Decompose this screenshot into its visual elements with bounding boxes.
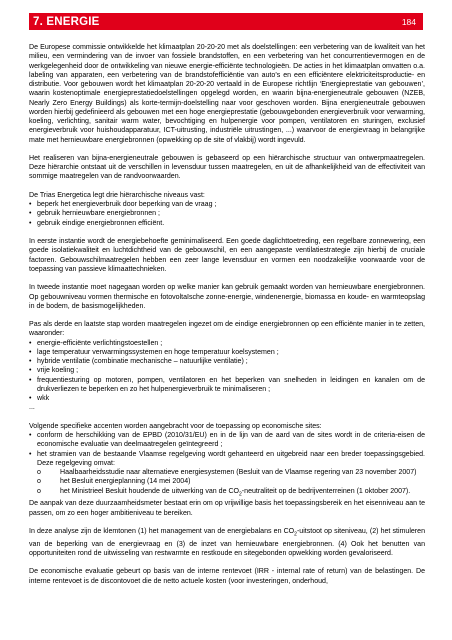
- trias-item: • beperk het energieverbruik door beperking van de vraag ;: [29, 200, 425, 209]
- subscript-2: 2: [239, 491, 242, 498]
- paragraph-specific-accents: Volgende specifieke accenten worden aangebracht voor de toepassing op economische sites:: [29, 422, 322, 430]
- trias-item: • gebruik hernieuwbare energiebronnen ;: [29, 209, 425, 218]
- paragraph-analysis-focus: [29, 527, 425, 558]
- trias-intro: De Trias Energetica legt drie hiërarchische niveaus vast:: [29, 191, 205, 199]
- regulation-item: o het Besluit energieplanning (14 mei 2004): [37, 477, 425, 486]
- paragraph-design-hierarchy: Het realiseren van bijna-energieneutrale gebouwen is gebaseerd op een hiërarchische structuur van ontwerpmaatregelen. Deze hiërarchie ontstaat uit de verschillen in levensduur tussen maatregelen, en uit de afhankelijkheid van de effectiviteit van sommige maatregelen van de randvoorwaarden.: [29, 154, 425, 181]
- paragraph-second-step: In tweede instantie moet nagegaan worden op welke manier kan gebruik gemaakt worden van hernieuwbare energiebronnen. Op gebouwniveau vormen thermische en fotovoltaïsche zonne-energie, windenenergie, biomassa en koude- en warmteopslag in de bodem, de basismogelijkheden.: [29, 284, 425, 310]
- trias-item: • gebruik eindige energiebronnen efficiënt.: [29, 219, 425, 228]
- chapter-title: 7. ENERGIE: [33, 15, 100, 28]
- paragraph-climate-plan: De Europese commissie ontwikkelde het klimaatplan 20-20-20 met als doelstellingen: een verbetering van de kwaliteit van het milieu, een vermindering van de invoer van fossiele brandstoffen, en een verbetering van het concurrentievermogen en de werkgelegenheid door de ontwikkeling van nieuwe energie-efficiënte technologieën. De acties in het klimaatplan omvatten o.a. labeling van apparaten, een verbetering van de brandstofefficiëntie van auto’s en een efficiëntere elektriciteitsproductie- en distributie. Voor gebouwen wordt het klimaatplan 20-20-20 vertaald in de Europese richtlijn ‘Energieprestatie van gebouwen’, waarin kostenoptimale energieprestatiedoelstellingen opgelegd worden, en waarin bijna-energieneutrale gebouwen (NZEB, Nearly Zero Energy Buildings) als korte-termijn-doelstelling naar voor geschoven worden. Bijna energieneutrale gebouwen worden hierbij gedefinieerd als gebouwen met een hoge energieprestatie (gebouwgebonden energieverbruik voor verwarming, koeling, verlichting, sanitair warm water, bevochtiging en hulpenergie voor pompen, ventilatoren en sturingen, exclusief energieverbruik voor huishoudapparatuur, ICT-uitrusting, industriële uitrustingen, ...) waarvoor de energievraag in belangrijke mate met hernieuwbare energiebronnen (opwekking op de site of vlakbij) wordt ingevuld.: [29, 44, 425, 144]
- regulation-text: -neutraliteit op de bedrijventerreinen (1 oktober 2007).: [241, 487, 411, 495]
- page-number: 184: [401, 16, 416, 27]
- paragraph-economic-evaluation: De economische evaluatie gebeurt op basis van de interne rentevoet (IRR - internal rate of return) van de belastingen. De interne rentevoet is de discontovoet die de netto actuele kosten (voor investeringen, onderhoud,: [29, 568, 425, 585]
- measure-item: • energie-efficiënte verlichtingstoestellen ;: [29, 339, 425, 348]
- accent-item: • het stramien van de bestaande Vlaamse regelgeving wordt gehanteerd en uitgebreid naar een breder toepassingsgebied. Deze regelgeving omvat:: [29, 450, 425, 469]
- analysis-text: In deze analyse zijn de klemtonen (1) het management van de energiebalans en CO: [29, 527, 295, 535]
- measure-item: • vrije koeling ;: [29, 366, 425, 375]
- measure-item: • frequentiesturing op motoren, pompen, ventilatoren en het beperken van snelheden in leidingen en kanalen om de drukverliezen te beperken en zo het hulpenergieverbruik te minimaliseren ;: [29, 376, 425, 395]
- ellipsis: ...: [29, 404, 35, 412]
- measure-item: • lage temperatuur verwarmingssystemen en hoge temperatuur koelsystemen ;: [29, 348, 425, 357]
- regulation-text: het Ministrieel Besluit houdende de uitwerking van de CO: [60, 487, 240, 495]
- paragraph-approach: De aanpak van deze duurzaamheidsmeter bestaat erin om op vrijwillige basis het toepassingsbereik en het eisenniveau aan te passen, om zo een hoger ambitieniveau te bereiken.: [29, 500, 425, 517]
- accent-item: • conform de herschikking van de EPBD (2010/31/EU) en in de lijn van de aard van de sites wordt in de criteria-eisen de economische evaluatie van deelmaatregelen geïntegreerd ;: [29, 431, 425, 450]
- document-body: [29, 43, 425, 595]
- paragraph-first-step: In eerste instantie wordt de energiebehoefte geminimaliseerd. Een goede daglichttoetreding, een regelbare zonnewering, een goede isolatiekwaliteit en luchtdichtheid van de gebouwschil, en een aangepaste ventilatiestrategie zijn hierbij de cruciale factoren. Gebouwschilmaatregelen hebben een zeer lange levensduur en vormen een noodzakelijke voorwaarde voor de toepassing van passieve klimaattechnieken.: [29, 238, 425, 273]
- subscript-2: 2: [294, 531, 297, 538]
- regulation-item: o Haalbaarheidsstudie naar alternatieve energiesystemen (Besluit van de Vlaamse regering van 23 november 2007): [37, 468, 425, 477]
- measure-item: • hybride ventilatie (combinatie mechanische – natuurlijke ventilatie) ;: [29, 357, 425, 366]
- analysis-text: -uitstoot op siteniveau, (2) het stimuleren van de beperking van de energievraag en (3) de inzet van hernieuwbare energiebronnen. (4) Ook het benutten van opportuniteiten rond de uitwisseling van restwarmte en restkoude en sitegebonden opwekking worden gevaloriseerd.: [29, 527, 425, 557]
- paragraph-third-step: Pas als derde en laatste stap worden maatregelen ingezet om de eindige energiebronnen op een efficiënte manier in te zetten, waaronder:: [29, 321, 425, 338]
- measure-item: • wkk: [29, 394, 425, 403]
- regulation-item: [37, 487, 425, 500]
- chapter-header-bar: [29, 13, 423, 30]
